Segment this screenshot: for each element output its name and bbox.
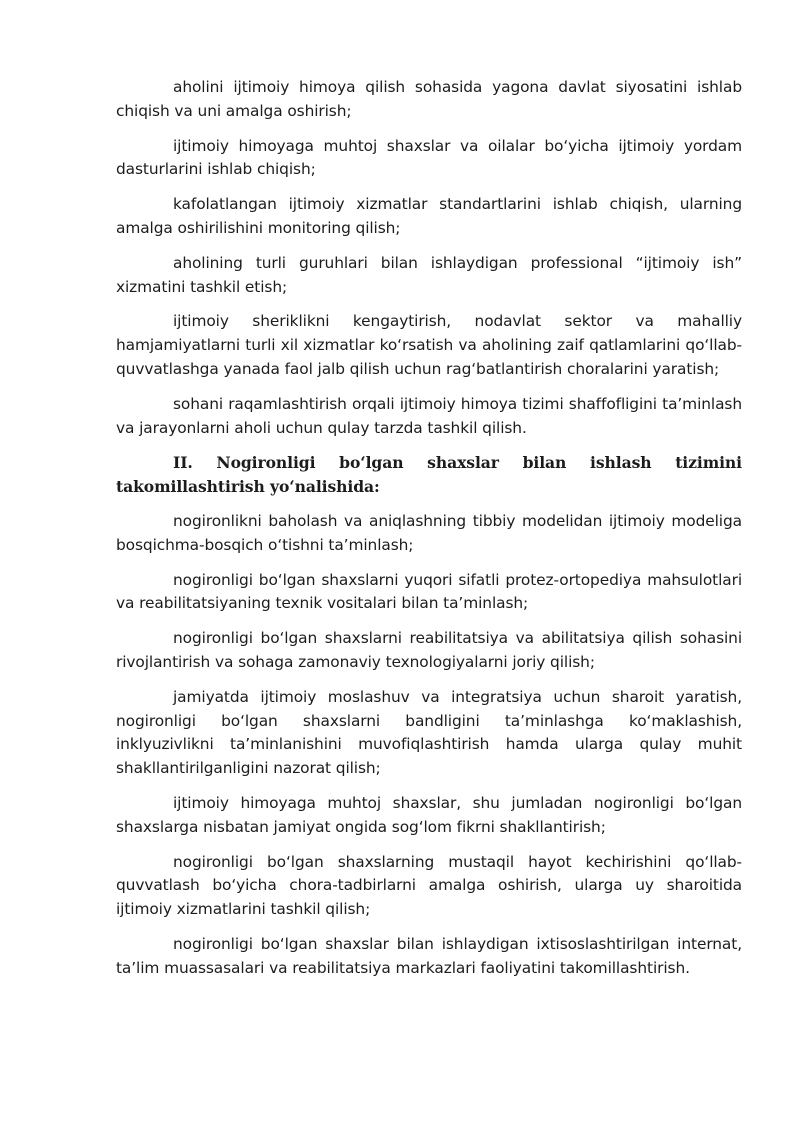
paragraph: ijtimoiy sheriklikni kengaytirish, nodavlat sektor va mahalliy hamjamiyatlarni turli xil xizmatlar ko‘rsatish va aholining zaif qatlamlarini qo‘llab-quvvatlashga yanada faol jalb qilish uchun rag‘batlantirish choralarini yaratish;: [116, 312, 742, 378]
paragraph: ijtimoiy himoyaga muhtoj shaxslar, shu jumladan nogironligi bo‘lgan shaxslarga nisbatan jamiyat ongida sog‘lom fikrni shakllantirish;: [116, 793, 742, 836]
paragraph: aholini ijtimoiy himoya qilish sohasida yagona davlat siyosatini ishlab chiqish va uni amalga oshirish;: [116, 78, 742, 120]
section-heading: II. Nogironligi bo‘lgan shaxslar bilan ishlash tizimini takomillashtirish yo‘nalishida:: [116, 453, 742, 497]
paragraph: ijtimoiy himoyaga muhtoj shaxslar va oilalar bo‘yicha ijtimoiy yordam dasturlarini ishlab chiqish;: [116, 136, 742, 179]
paragraph: sohani raqamlashtirish orqali ijtimoiy himoya tizimi shaffofligini ta’minlash va jarayonlarni aholi uchun qulay tarzda tashkil qilish.: [116, 394, 742, 437]
paragraph: kafolatlangan ijtimoiy xizmatlar standartlarini ishlab chiqish, ularning amalga oshirilishini monitoring qilish;: [116, 195, 742, 237]
paragraph: aholining turli guruhlari bilan ishlaydigan professional “ijtimoiy ish” xizmatini tashkil etish;: [116, 253, 742, 296]
paragraph: nogironlikni baholash va aniqlashning tibbiy modelidan ijtimoiy modeliga bosqichma-bosqich o‘tishni ta’minlash;: [116, 511, 742, 554]
paragraph: nogironligi bo‘lgan shaxslarni reabilitatsiya va abilitatsiya qilish sohasini rivojlantirish va sohaga zamonaviy texnologiyalarni joriy qilish;: [116, 629, 742, 671]
paragraph: jamiyatda ijtimoiy moslashuv va integratsiya uchun sharoit yaratish, nogironligi bo‘lgan shaxslarni bandligini ta’minlashga ko‘maklashish, inklyuzivlikni ta’minlanishini muvofiqlashtirish hamda ularga qulay muhit shakllantirilganligini nazorat qilish;: [116, 687, 742, 778]
paragraph: nogironligi bo‘lgan shaxslarni yuqori sifatli protez-ortopediya mahsulotlari va reabilitatsiyaning texnik vositalari bilan ta’minlash;: [116, 570, 742, 613]
paragraph: nogironligi bo‘lgan shaxslarning mustaqil hayot kechirishini qo‘llab-quvvatlash bo‘yicha chora-tadbirlarni amalga oshirish, ularga uy sharoitida ijtimoiy xizmatlarini tashkil qilish;: [116, 852, 742, 919]
document-page: [116, 76, 742, 992]
paragraph: nogironligi bo‘lgan shaxslar bilan ishlaydigan ixtisoslashtirilgan internat, ta’lim muassasalari va reabilitatsiya markazlari faoliyatini takomillashtirish.: [116, 934, 742, 977]
